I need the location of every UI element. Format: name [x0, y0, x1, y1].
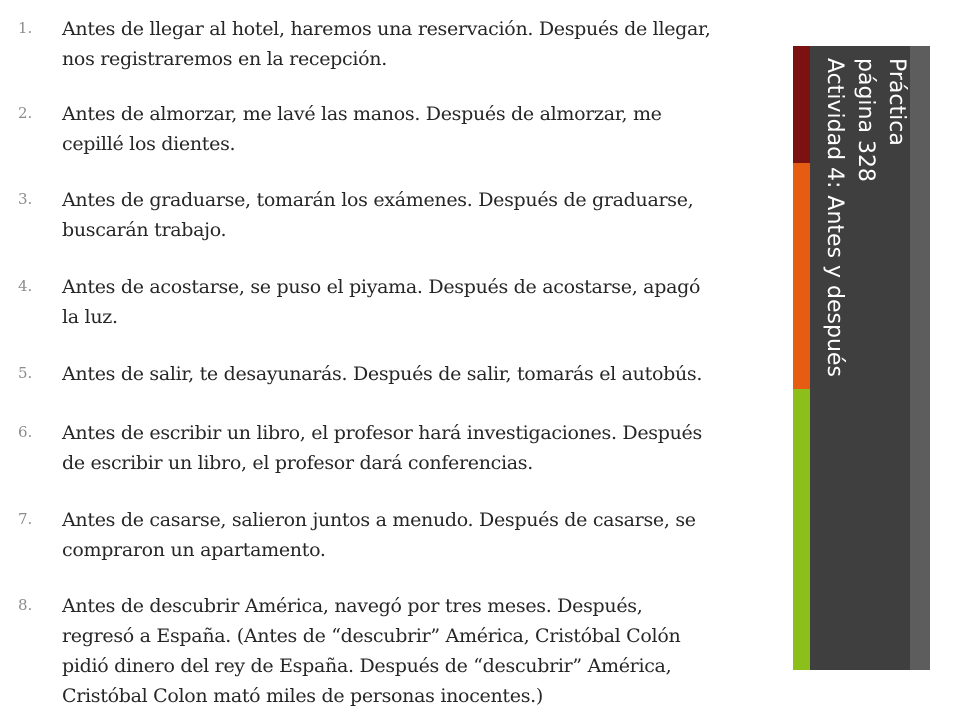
text-line: Antes de casarse, salieron juntos a menudo. Después de casarse, se	[62, 509, 696, 531]
item-number: 5.	[18, 364, 33, 382]
text-line: buscarán trabajo.	[62, 219, 227, 241]
gray-strip	[910, 46, 930, 670]
text-line: nos registraremos en la recepción.	[62, 48, 387, 70]
text-line: Antes de almorzar, me lavé las manos. Después de almorzar, me	[62, 103, 662, 125]
title-line-page: página 328	[853, 58, 878, 182]
text-line: Antes de graduarse, tomarán los exámenes. Después de graduarse,	[62, 189, 694, 211]
item-number: 1.	[18, 19, 33, 37]
text-line: de escribir un libro, el profesor dará conferencias.	[62, 452, 533, 474]
text-line: la luz.	[62, 306, 118, 328]
item-text	[62, 99, 802, 159]
item-number: 6.	[18, 423, 33, 441]
item-number: 3.	[18, 190, 33, 208]
item-number: 4.	[18, 277, 33, 295]
item-text	[62, 418, 802, 478]
text-line: Cristóbal Colon mató miles de personas inocentes.)	[62, 685, 543, 707]
text-line: compraron un apartamento.	[62, 539, 326, 561]
text-line: Antes de descubrir América, navegó por tres meses. Después,	[62, 595, 643, 617]
item-text	[62, 272, 802, 332]
item-text	[62, 505, 802, 565]
accent-bar	[793, 46, 810, 670]
text-line: Antes de acostarse, se puso el piyama. Después de acostarse, apagó	[62, 276, 701, 298]
item-text	[62, 591, 802, 711]
item-number: 7.	[18, 510, 33, 528]
item-number: 2.	[18, 104, 33, 122]
item-text	[62, 359, 802, 389]
text-line: pidió dinero del rey de España. Después de “descubrir” América,	[62, 655, 672, 677]
text-line: Antes de salir, te desayunarás. Después de salir, tomarás el autobús.	[62, 363, 703, 385]
text-line: Antes de llegar al hotel, haremos una reservación. Después de llegar,	[62, 18, 711, 40]
item-text	[62, 185, 802, 245]
text-line: cepillé los dientes.	[62, 133, 236, 155]
text-line: Antes de escribir un libro, el profesor hará investigaciones. Después	[62, 422, 702, 444]
accent-segment-green	[793, 389, 810, 670]
item-text	[62, 14, 802, 74]
title-line-activity: Actividad 4: Antes y después	[822, 58, 847, 377]
title-panel	[810, 46, 910, 670]
text-line: regresó a España. (Antes de “descubrir” América, Cristóbal Colón	[62, 625, 681, 647]
title-line-practica: Práctica	[884, 58, 909, 146]
title-block	[810, 48, 910, 648]
accent-segment-red	[793, 46, 810, 163]
accent-segment-orange	[793, 163, 810, 389]
item-number: 8.	[18, 596, 33, 614]
